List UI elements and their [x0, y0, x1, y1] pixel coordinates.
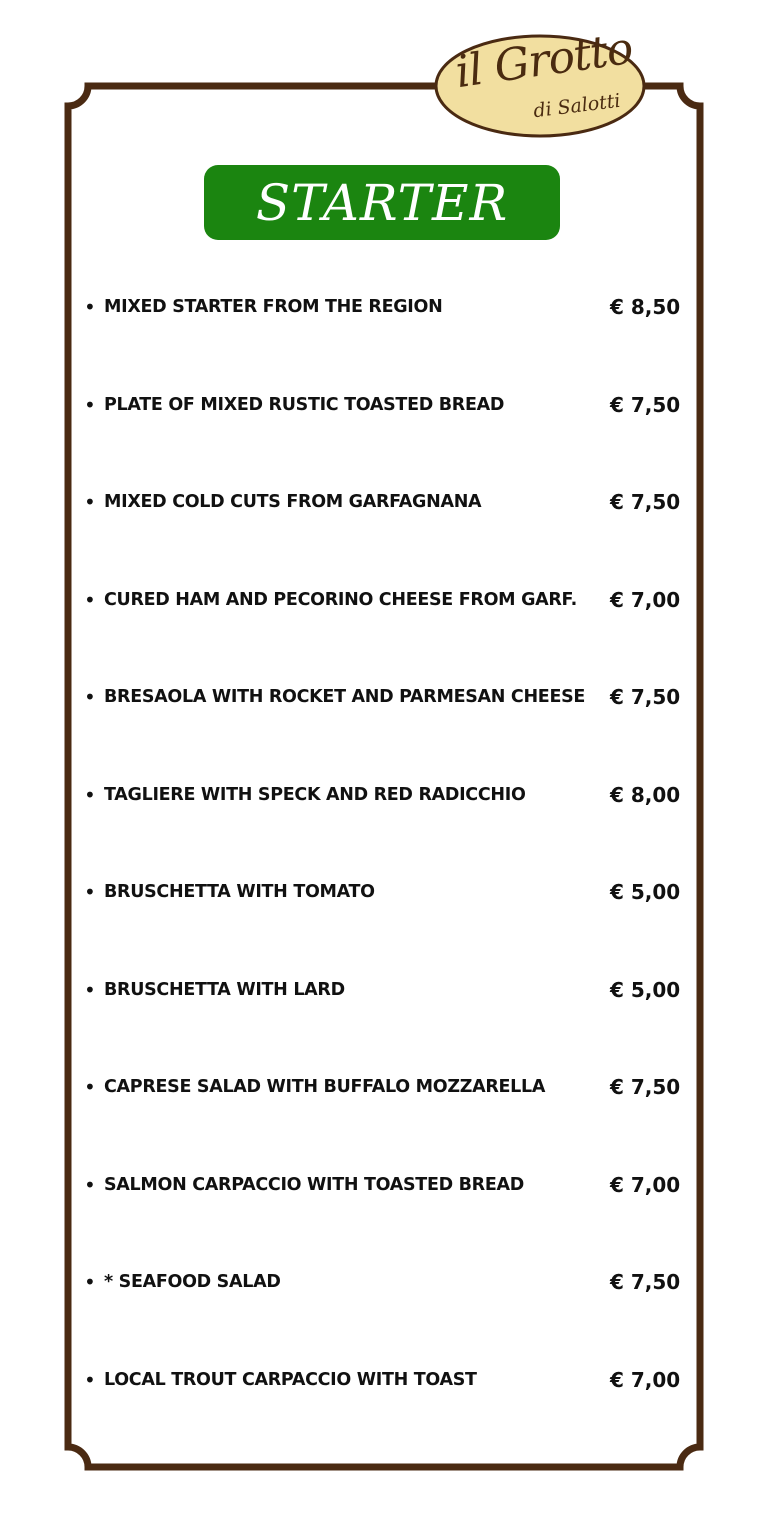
dish-name: MIXED STARTER FROM THE REGION: [104, 297, 443, 317]
dish-name: * SEAFOOD SALAD: [104, 1272, 281, 1292]
bullet: •: [84, 490, 96, 514]
bullet: •: [84, 685, 96, 709]
dish-name: TAGLIERE WITH SPECK AND RED RADICCHIO: [104, 785, 526, 805]
bullet: •: [84, 1173, 96, 1197]
bullet: •: [84, 1075, 96, 1099]
menu-item: [84, 292, 688, 322]
menu-item: [84, 780, 688, 810]
logo-title: il Grotto: [452, 22, 636, 99]
menu-item: [84, 682, 688, 712]
dish-price: € 8,00: [610, 783, 681, 807]
dish-price: € 7,50: [610, 490, 681, 514]
dish-price: € 7,50: [610, 1270, 681, 1294]
bullet: •: [84, 393, 96, 417]
dish-price: € 5,00: [610, 880, 681, 904]
dish-name: CAPRESE SALAD WITH BUFFALO MOZZARELLA: [104, 1077, 546, 1097]
restaurant-logo: [433, 22, 647, 139]
bullet: •: [84, 295, 96, 319]
dish-price: € 7,00: [610, 588, 681, 612]
dish-name: PLATE OF MIXED RUSTIC TOASTED BREAD: [104, 395, 505, 415]
dish-price: € 7,00: [610, 1368, 681, 1392]
dish-price: € 7,50: [610, 393, 681, 417]
bullet: •: [84, 978, 96, 1002]
dish-price: € 8,50: [610, 295, 681, 319]
dish-name: BRESAOLA WITH ROCKET AND PARMESAN CHEESE: [104, 687, 586, 707]
dish-price: € 7,00: [610, 1173, 681, 1197]
section-title: STARTER: [255, 173, 509, 232]
menu-item: [84, 975, 688, 1005]
dish-name: BRUSCHETTA WITH TOMATO: [104, 882, 375, 902]
menu-item: [84, 877, 688, 907]
menu-item: [84, 390, 688, 420]
dish-name: SALMON CARPACCIO WITH TOASTED BREAD: [104, 1175, 524, 1195]
menu-item: [84, 1365, 688, 1395]
dish-price: € 7,50: [610, 685, 681, 709]
bullet: •: [84, 880, 96, 904]
menu-item: [84, 1072, 688, 1102]
menu-item: [84, 1170, 688, 1200]
section-banner: [204, 165, 560, 240]
bullet: •: [84, 1270, 96, 1294]
bullet: •: [84, 1368, 96, 1392]
dish-name: BRUSCHETTA WITH LARD: [104, 980, 345, 1000]
dish-name: MIXED COLD CUTS FROM GARFAGNANA: [104, 492, 482, 512]
menu-item: [84, 487, 688, 517]
menu-item: [84, 1267, 688, 1297]
dish-name: LOCAL TROUT CARPACCIO WITH TOAST: [104, 1370, 477, 1390]
logo-subtitle: di Salotti: [532, 89, 622, 123]
dish-name: CURED HAM AND PECORINO CHEESE FROM GARF.: [104, 590, 577, 610]
menu-item: [84, 585, 688, 615]
bullet: •: [84, 588, 96, 612]
bullet: •: [84, 783, 96, 807]
dish-price: € 5,00: [610, 978, 681, 1002]
dish-price: € 7,50: [610, 1075, 681, 1099]
